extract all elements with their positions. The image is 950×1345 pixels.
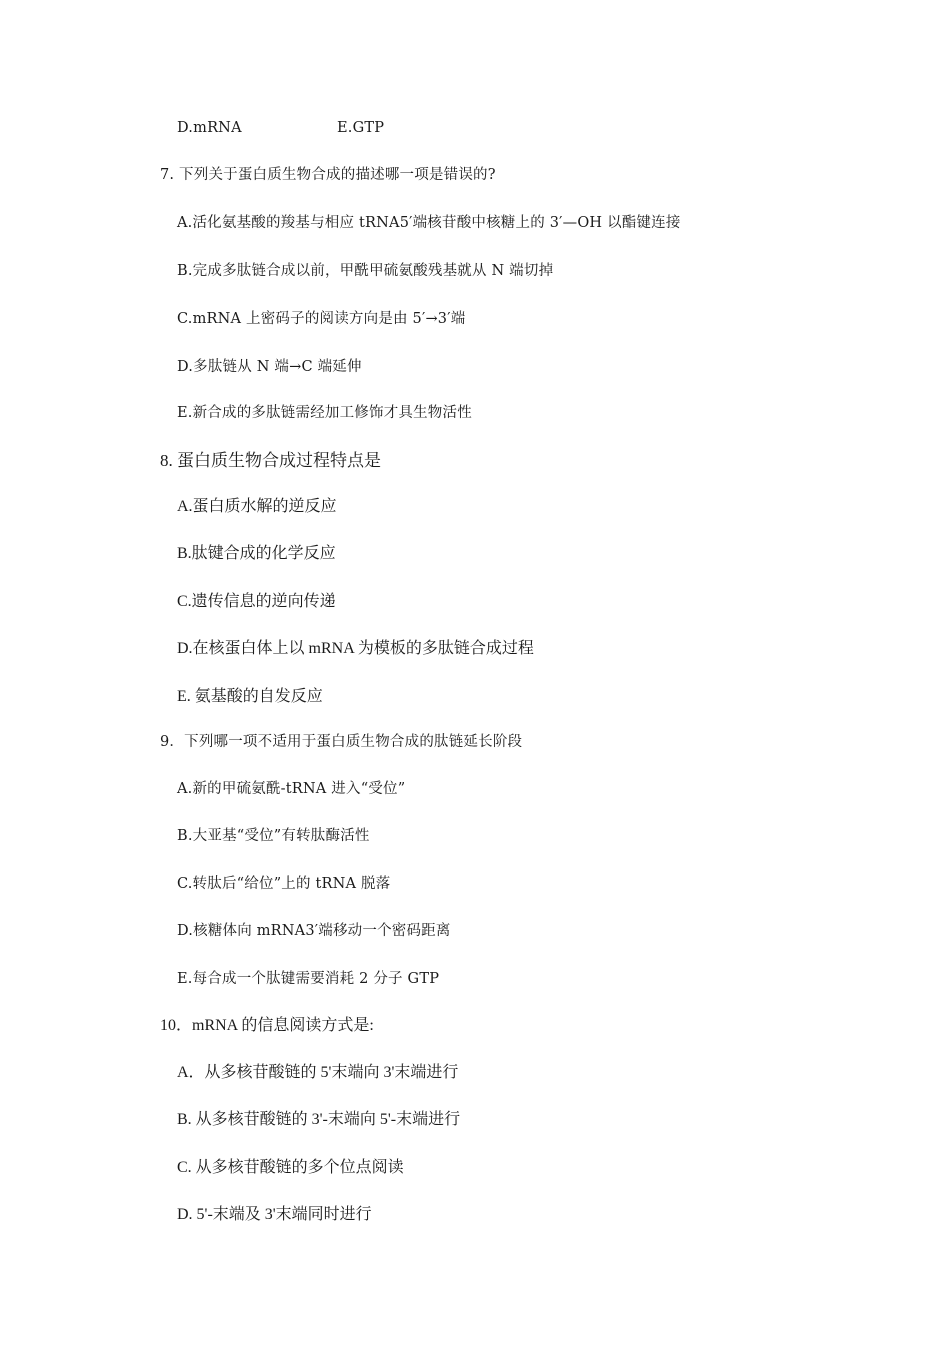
q6-option-d: D.mRNA	[177, 120, 242, 136]
q8-option-c: C.遗传信息的逆向传递	[177, 593, 336, 610]
q10-option-d: D. 5'-末端及 3'末端同时进行	[177, 1206, 372, 1223]
q8-option-d: D.在核蛋白体上以 mRNA 为模板的多肽链合成过程	[177, 640, 534, 657]
q10-question: 10．mRNA 的信息阅读方式是:	[160, 1017, 374, 1034]
q9-question: 9．下列哪一项不适用于蛋白质生物合成的肽链延长阶段	[160, 734, 523, 750]
q9-option-e: E.每合成一个肽键需要消耗 2 分子 GTP	[177, 971, 440, 987]
q10-option-c: C. 从多核苷酸链的多个位点阅读	[177, 1159, 404, 1176]
q7-option-b: B.完成多肽链合成以前，甲酰甲硫氨酸残基就从 N 端切掉	[177, 263, 554, 279]
q9-option-b: B.大亚基“受位”有转肽酶活性	[177, 828, 370, 844]
q10-option-a: A．从多核苷酸链的 5'末端向 3'末端进行	[177, 1064, 459, 1081]
q8-option-a: A.蛋白质水解的逆反应	[177, 498, 337, 515]
q6-option-e: E.GTP	[337, 120, 385, 136]
q8-option-b: B.肽键合成的化学反应	[177, 545, 336, 562]
q8-option-e: E. 氨基酸的自发反应	[177, 688, 323, 705]
q7-option-c: C.mRNA 上密码子的阅读方向是由 5′→3′端	[177, 311, 466, 327]
q9-option-a: A.新的甲硫氨酰-tRNA 进入“受位”	[177, 781, 406, 797]
q8-question: 8. 蛋白质生物合成过程特点是	[160, 451, 381, 470]
q9-option-c: C.转肽后“给位”上的 tRNA 脱落	[177, 876, 391, 892]
q9-option-d: D.核糖体向 mRNA3′端移动一个密码距离	[177, 923, 451, 939]
q7-option-d: D.多肽链从 N 端→C 端延伸	[177, 359, 362, 375]
q7-question: 7. 下列关于蛋白质生物合成的描述哪一项是错误的?	[160, 167, 496, 183]
q10-option-b: B. 从多核苷酸链的 3'-末端向 5'-末端进行	[177, 1111, 461, 1128]
q7-option-a: A.活化氨基酸的羧基与相应 tRNA5′端核苷酸中核糖上的 3′—OH 以酯键连接	[177, 215, 681, 231]
q7-option-e: E.新合成的多肽链需经加工修饰才具生物活性	[177, 405, 472, 421]
